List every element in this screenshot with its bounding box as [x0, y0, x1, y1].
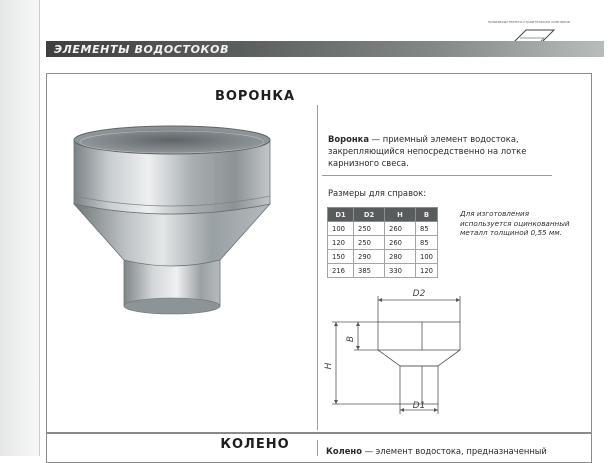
drawing-label-h: H: [324, 362, 334, 370]
next-product-description: [326, 446, 596, 456]
product-description-bold: Воронка: [328, 134, 370, 144]
table-row: [328, 222, 438, 236]
table-cell: 385: [354, 264, 385, 278]
table-cell: 100: [328, 222, 354, 236]
column-header-h: H: [385, 208, 416, 222]
column-header-b: B: [416, 208, 438, 222]
section-title: ЭЛЕМЕНТЫ ВОДОСТОКОВ: [54, 43, 230, 56]
next-product-description-text: — элемент водостока, предназначенный: [361, 446, 547, 456]
table-cell: 280: [385, 250, 416, 264]
table-cell: 120: [416, 264, 438, 278]
logo-tagline: производственно-строительная компания: [488, 20, 571, 24]
product-description-text: — приемный элемент водостока, закрепляющийся непосредственно на лотке карнизного свеса.: [328, 134, 527, 168]
sizes-label: Размеры для справок:: [328, 188, 427, 198]
table-cell: 250: [354, 222, 385, 236]
table-cell: 216: [328, 264, 354, 278]
column-divider-2: [317, 440, 318, 456]
table-row: [328, 250, 438, 264]
table-cell: 100: [416, 250, 438, 264]
material-note: Для изготовления используется оцинкованный металл толщиной 0,55 мм.: [460, 209, 570, 237]
funnel-photo: [66, 122, 280, 322]
page-spine-edge: [39, 0, 40, 456]
table-cell: 150: [328, 250, 354, 264]
table-cell: 260: [385, 222, 416, 236]
drawing-label-b: B: [346, 335, 356, 343]
table-cell: 120: [328, 236, 354, 250]
table-cell: 85: [416, 236, 438, 250]
next-product-description-bold: Колено: [326, 446, 362, 456]
table-cell: 330: [385, 264, 416, 278]
technical-drawing: [318, 282, 468, 422]
table-cell: 250: [354, 236, 385, 250]
table-cell: 290: [354, 250, 385, 264]
table-cell: 260: [385, 236, 416, 250]
table-cell: 85: [416, 222, 438, 236]
dimensions-table: [327, 207, 438, 278]
page-spine-shadow: [0, 0, 40, 456]
drawing-label-d2: D2: [412, 289, 426, 299]
table-header-row: [328, 208, 438, 222]
column-header-d2: D2: [354, 208, 385, 222]
table-row: [328, 236, 438, 250]
drawing-label-d1: D1: [412, 401, 426, 411]
description-divider: [322, 175, 552, 176]
next-product-title: КОЛЕНО: [220, 437, 290, 452]
column-header-d1: D1: [328, 208, 354, 222]
table-row: [328, 264, 438, 278]
product-title: ВОРОНКА: [214, 89, 296, 104]
product-description: [328, 133, 553, 169]
